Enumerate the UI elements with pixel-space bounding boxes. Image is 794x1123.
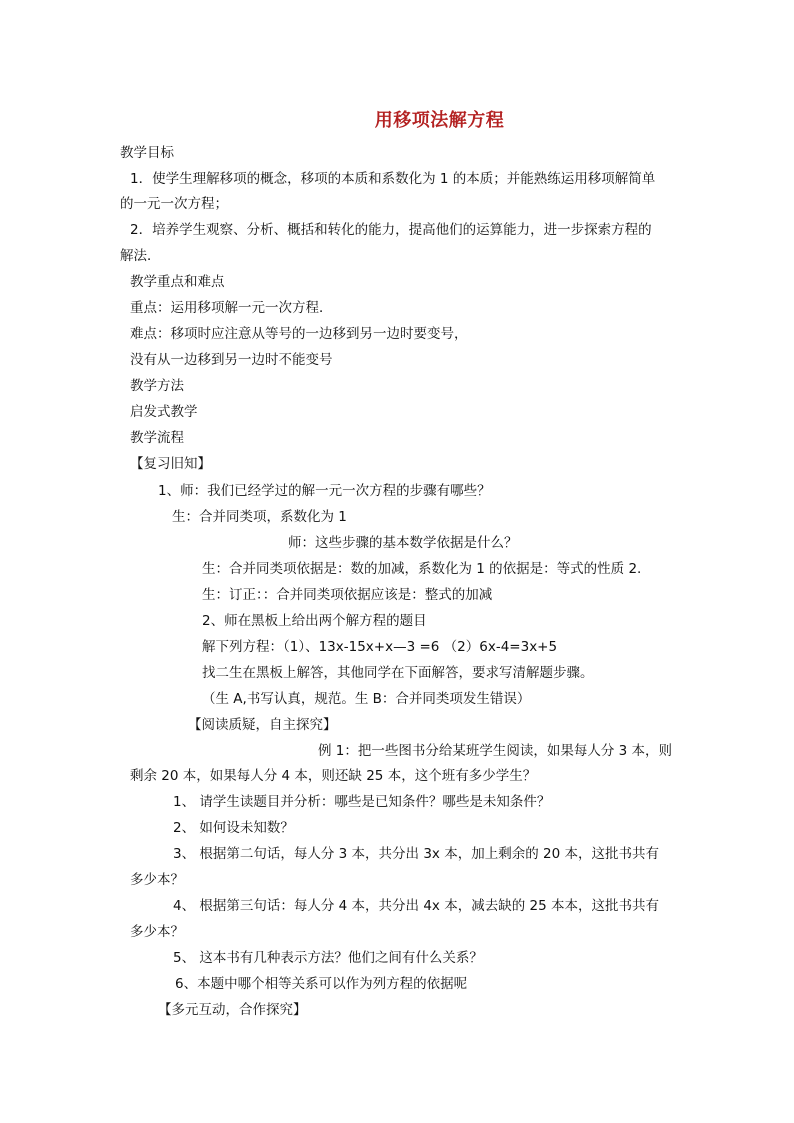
text-line: 剩余 20 本，如果每人分 4 本，则还缺 25 本，这个班有多少学生？ — [130, 768, 537, 784]
text-line: 没有从一边移到另一边时不能变号 — [130, 352, 333, 368]
text-line: 生：订正：：合并同类项依据应该是：整式的加减 — [202, 587, 493, 603]
section-heading: 教学流程 — [130, 430, 184, 446]
section-heading: 【复习旧知】 — [130, 456, 211, 472]
list-item: 4、 根据第三句话：每人分 4 本，共分出 4x 本，减去缺的 25 本本，这批书共有 — [173, 898, 659, 914]
section-heading: 【阅读质疑，自主探究】 — [188, 717, 337, 733]
list-item: 6、本题中哪个相等关系可以作为列方程的依据呢 — [175, 976, 468, 992]
text-line: （生 A,书写认真，规范。生 B：合并同类项发生错误） — [202, 691, 531, 707]
text-line: 多少本？ — [130, 872, 184, 888]
list-item: 3、 根据第二句话，每人分 3 本，共分出 3x 本，加上剩余的 20 本，这批书共有 — [173, 846, 659, 862]
text-line: 2、师在黑板上给出两个解方程的题目 — [202, 613, 427, 629]
section-heading: 教学方法 — [130, 378, 184, 394]
text-line: 找二生在黑板上解答，其他同学在下面解答，要求写清解题步骤。 — [202, 665, 594, 681]
list-item: 1、 请学生读题目并分析：哪些是已知条件？哪些是未知条件？ — [173, 794, 551, 810]
list-item: 5、 这本书有几种表示方法？他们之间有什么关系？ — [173, 950, 483, 966]
text-line: 教学目标 — [120, 145, 174, 161]
section-heading: 教学重点和难点 — [130, 274, 225, 290]
text-line: 解法． — [120, 248, 161, 264]
equation-line: 解下列方程：（1）、13x-15x+x—3 =6 （2）6x-4=3x+5 — [202, 639, 558, 655]
text-line: 生：合并同类项，系数化为 1 — [172, 509, 347, 525]
text-line: 多少本？ — [130, 924, 184, 940]
section-heading: 【多元互动，合作探究】 — [158, 1002, 307, 1018]
text-line: 2．培养学生观察、分析、概括和转化的能力，提高他们的运算能力，进一步探索方程的 — [130, 222, 652, 238]
text-line: 的一元一次方程； — [120, 196, 228, 212]
text-line: 重点：运用移项解一元一次方程． — [130, 300, 333, 316]
text-line: 例 1：把一些图书分给某班学生阅读，如果每人分 3 本，则 — [318, 743, 673, 759]
text-line: 1．使学生理解移项的概念，移项的本质和系数化为 1 的本质；并能熟练运用移项解简单 — [130, 171, 656, 187]
document-title: 用移项法解方程 — [374, 110, 505, 131]
text-line: 启发式教学 — [130, 404, 198, 420]
text-line: 生：合并同类项依据是：数的加减，系数化为 1 的依据是：等式的性质 2. — [202, 561, 642, 577]
text-line: 1、师：我们已经学过的解一元一次方程的步骤有哪些？ — [158, 483, 491, 499]
text-line: 难点：移项时应注意从等号的一边移到另一边时要变号， — [130, 326, 468, 342]
text-line: 师：这些步骤的基本数学依据是什么？ — [288, 535, 518, 551]
list-item: 2、 如何设未知数？ — [173, 820, 294, 836]
